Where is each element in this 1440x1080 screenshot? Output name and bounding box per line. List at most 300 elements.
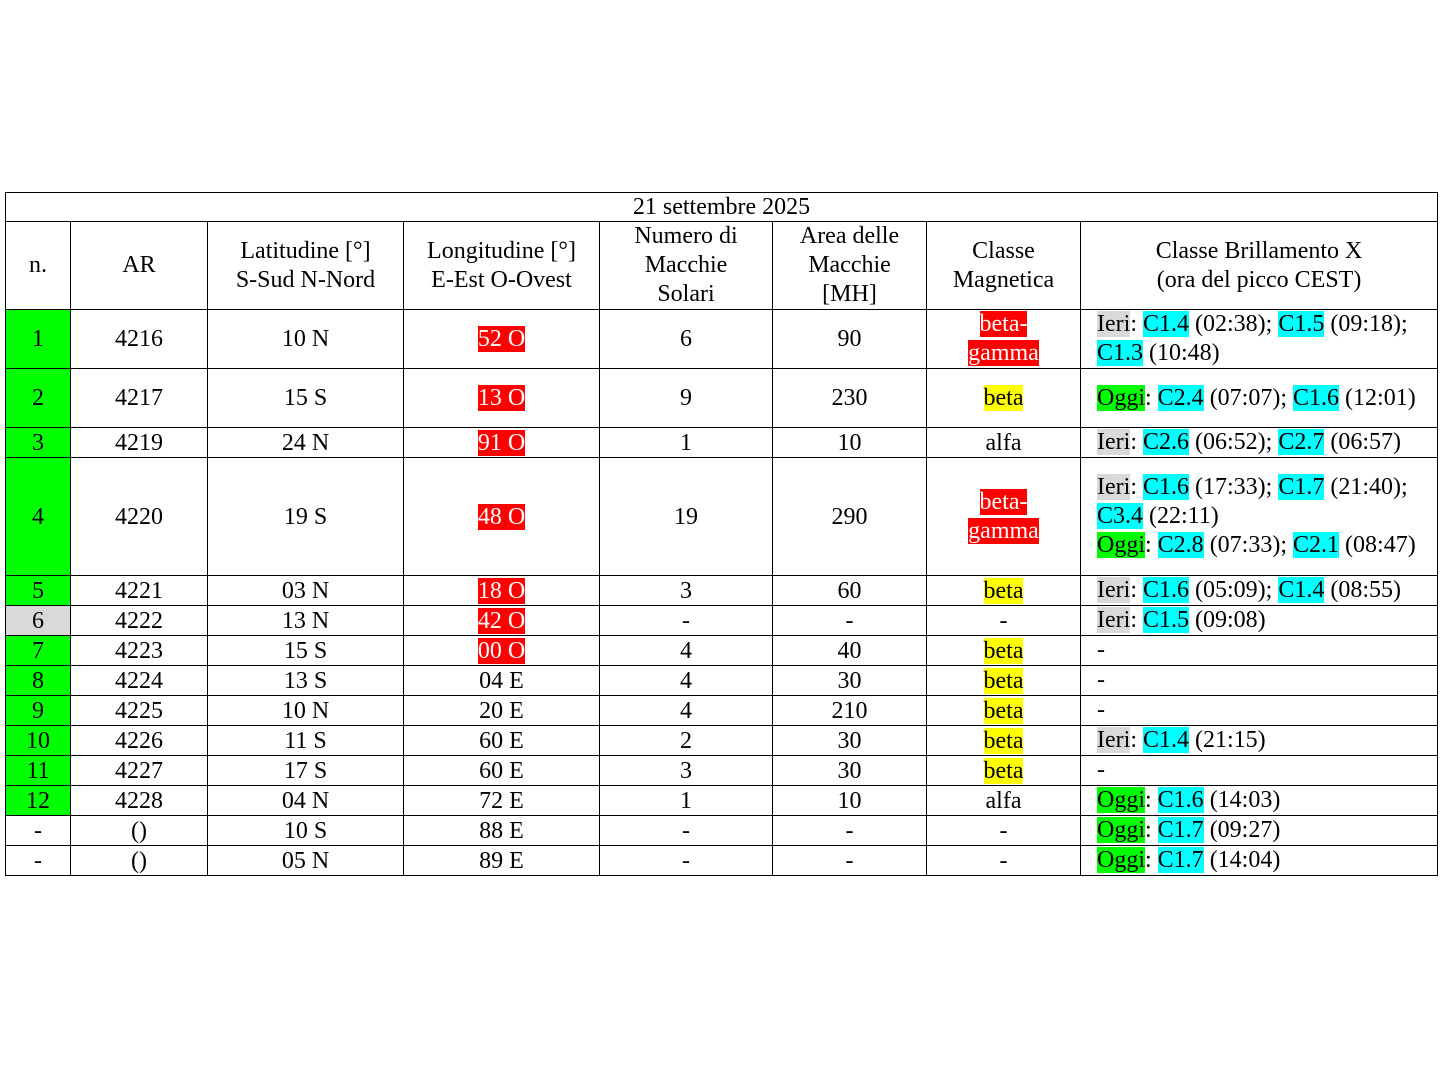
- row-number-cell: [6, 576, 71, 606]
- table-row: [6, 576, 1438, 606]
- row-number-cell: [6, 458, 71, 576]
- latitude-cell: [208, 696, 404, 726]
- latitude-cell: [208, 369, 404, 428]
- flare-text: -: [1097, 757, 1105, 783]
- header-line: n.: [29, 252, 47, 278]
- day-tag: Oggi: [1097, 532, 1145, 558]
- table-row: [6, 816, 1438, 846]
- flare-text: (09:18);: [1324, 311, 1408, 337]
- day-tag: Oggi: [1097, 817, 1145, 843]
- sunspot-area-cell: [773, 458, 927, 576]
- latitude-value: 11 S: [284, 727, 327, 754]
- sunspot-count-cell: [600, 696, 773, 726]
- sunspot-count-value: 3: [680, 757, 692, 784]
- sunspot-area-cell: [773, 576, 927, 606]
- sunspot-count-cell: [600, 846, 773, 876]
- flare-class-tag: C2.7: [1278, 429, 1325, 455]
- table-body: [6, 310, 1438, 876]
- ar-cell: [71, 756, 208, 786]
- flare-line: [1097, 846, 1435, 875]
- header-line: E-Est O-Ovest: [431, 266, 572, 293]
- flare-text: (10:48): [1143, 340, 1220, 366]
- latitude-value: 13 N: [281, 607, 330, 634]
- flare-text: (08:47): [1339, 532, 1416, 558]
- sunspot-area-cell: [773, 696, 927, 726]
- flare-text: :: [1130, 429, 1143, 455]
- magnetic-class-value: beta: [983, 757, 1024, 784]
- flare-class-tag: C2.6: [1142, 429, 1189, 455]
- sunspot-area-value: -: [845, 847, 854, 874]
- flare-class-tag: C1.7: [1157, 847, 1204, 873]
- magnetic-class-cell: [927, 846, 1081, 876]
- flare-class-tag: C1.6: [1293, 384, 1340, 411]
- ar-cell: [71, 846, 208, 876]
- header-row: [6, 222, 1438, 310]
- longitude-cell: [404, 846, 600, 876]
- table-row: [6, 458, 1438, 576]
- longitude-value: 89 E: [479, 847, 524, 874]
- row-number: 9: [32, 697, 44, 724]
- latitude-cell: [208, 726, 404, 756]
- latitude-cell: [208, 846, 404, 876]
- flare-class-tag: C1.4: [1142, 311, 1189, 337]
- latitude-value: 10 N: [281, 326, 330, 352]
- flare-class-tag: C1.7: [1278, 474, 1325, 500]
- row-number-cell: [6, 310, 71, 369]
- latitude-value: 15 S: [283, 385, 328, 411]
- magnetic-class-value: -: [999, 607, 1008, 634]
- flare-class-cell: [1081, 310, 1438, 369]
- magnetic-class-cell: [927, 756, 1081, 786]
- row-number: 12: [26, 787, 50, 814]
- flare-line: [1097, 531, 1435, 560]
- magnetic-class-cell: [927, 786, 1081, 816]
- flare-text: (05:09);: [1189, 577, 1279, 603]
- header-flare-class: [1081, 222, 1438, 310]
- title-row: [6, 193, 1438, 222]
- ar-cell: [71, 696, 208, 726]
- table-row: [6, 696, 1438, 726]
- row-number: -: [34, 847, 42, 874]
- flare-class-cell: [1081, 726, 1438, 756]
- flare-line: [1097, 576, 1435, 605]
- magnetic-class-cell: [927, 576, 1081, 606]
- magnetic-class-value: alfa: [985, 787, 1022, 814]
- latitude-value: 24 N: [281, 429, 330, 456]
- flare-class-cell: [1081, 606, 1438, 636]
- flare-line: [1097, 310, 1435, 368]
- ar-value: 4222: [115, 607, 163, 634]
- magnetic-class-value: beta: [983, 577, 1024, 604]
- sunspot-area-value: 230: [831, 385, 868, 411]
- header-line: Macchie: [808, 252, 891, 278]
- longitude-cell: [404, 310, 600, 369]
- row-number: 7: [32, 637, 44, 664]
- flare-text: :: [1145, 847, 1158, 873]
- day-tag: Ieri: [1097, 607, 1131, 633]
- header-line: Area delle: [799, 223, 900, 249]
- sunspot-count-value: -: [682, 847, 690, 874]
- flare-text: (12:01): [1339, 384, 1416, 411]
- latitude-value: 10 S: [283, 817, 328, 844]
- row-number: 4: [32, 503, 44, 530]
- magnetic-class-cell: [927, 310, 1081, 369]
- sunspot-area-value: 30: [837, 667, 862, 694]
- flare-line: [1097, 756, 1435, 785]
- sunspot-area-value: 30: [837, 727, 862, 754]
- magnetic-class-value: beta: [983, 637, 1024, 664]
- ar-cell: [71, 636, 208, 666]
- table-row: [6, 369, 1438, 428]
- header-line: [MH]: [822, 281, 877, 307]
- ar-cell: [71, 726, 208, 756]
- header-sunspot-area: [773, 222, 927, 310]
- latitude-value: 15 S: [283, 637, 328, 664]
- row-number-cell: [6, 726, 71, 756]
- latitude-cell: [208, 816, 404, 846]
- flare-text: :: [1130, 727, 1143, 753]
- ar-value: 4220: [115, 503, 163, 530]
- day-tag: Oggi: [1097, 787, 1145, 813]
- sunspot-area-cell: [773, 636, 927, 666]
- magnetic-class-cell: [927, 369, 1081, 428]
- row-number: 8: [32, 667, 44, 694]
- flare-text: (09:08): [1189, 607, 1266, 633]
- header-latitude: [208, 222, 404, 310]
- flare-line: [1097, 816, 1435, 845]
- sunspot-area-cell: [773, 846, 927, 876]
- flare-text: :: [1130, 577, 1143, 603]
- table-row: [6, 786, 1438, 816]
- sunspot-count-value: 2: [680, 727, 692, 754]
- row-number: -: [34, 817, 42, 844]
- sunspot-count-value: 3: [680, 577, 692, 604]
- ar-value: 4219: [115, 429, 163, 456]
- flare-text: (22:11): [1143, 503, 1219, 529]
- longitude-value: 20 E: [479, 697, 524, 724]
- sunspot-count-cell: [600, 576, 773, 606]
- flare-text: :: [1145, 817, 1158, 843]
- sunspot-count-cell: [600, 786, 773, 816]
- longitude-cell: [404, 696, 600, 726]
- day-tag: Ieri: [1097, 474, 1131, 500]
- longitude-value: 04 E: [479, 667, 524, 694]
- header-sunspot-count: [600, 222, 773, 310]
- flare-text: (21:15): [1189, 727, 1266, 753]
- ar-cell: [71, 666, 208, 696]
- longitude-value: 88 E: [479, 817, 524, 844]
- flare-class-cell: [1081, 369, 1438, 428]
- longitude-cell: [404, 726, 600, 756]
- flare-text: :: [1145, 532, 1158, 558]
- ar-cell: [71, 310, 208, 369]
- flare-text: :: [1145, 787, 1158, 813]
- ar-value: 4226: [115, 727, 163, 754]
- table-row: [6, 310, 1438, 369]
- sunspot-area-value: 290: [831, 503, 868, 530]
- flare-text: (08:55): [1324, 577, 1401, 603]
- latitude-value: 17 S: [283, 757, 328, 784]
- ar-value: 4228: [115, 787, 163, 814]
- header-line: Longitudine [°]: [427, 237, 576, 264]
- header-line: Classe: [972, 237, 1035, 264]
- longitude-cell: [404, 369, 600, 428]
- ar-cell: [71, 576, 208, 606]
- sunspot-area-cell: [773, 428, 927, 458]
- sunspot-count-value: -: [682, 817, 690, 844]
- flare-line: [1097, 636, 1435, 665]
- flare-line: [1097, 786, 1435, 815]
- sunspot-area-value: -: [845, 817, 854, 844]
- flare-class-cell: [1081, 428, 1438, 458]
- longitude-value: 72 E: [479, 787, 524, 814]
- sunspot-area-value: 210: [831, 697, 868, 724]
- latitude-value: 10 N: [281, 697, 330, 724]
- row-number: 3: [32, 429, 44, 456]
- longitude-value: 52 O: [477, 326, 526, 352]
- flare-class-cell: [1081, 666, 1438, 696]
- sunspot-count-cell: [600, 428, 773, 458]
- latitude-cell: [208, 576, 404, 606]
- flare-class-tag: C1.3: [1097, 340, 1144, 366]
- latitude-cell: [208, 428, 404, 458]
- magnetic-class-value: beta-gamma: [968, 488, 1039, 544]
- flare-text: -: [1097, 667, 1105, 693]
- sunspot-area-value: 10: [837, 429, 862, 456]
- row-number: 2: [32, 385, 44, 411]
- day-tag: Ieri: [1097, 727, 1131, 753]
- magnetic-class-cell: [927, 696, 1081, 726]
- row-number-cell: [6, 786, 71, 816]
- active-regions-table: [5, 192, 1438, 876]
- sunspot-area-cell: [773, 726, 927, 756]
- day-tag: Ieri: [1097, 311, 1131, 337]
- latitude-cell: [208, 756, 404, 786]
- day-tag: Oggi: [1097, 384, 1145, 411]
- flare-line: [1097, 473, 1435, 531]
- flare-class-cell: [1081, 786, 1438, 816]
- magnetic-class-cell: [927, 666, 1081, 696]
- sunspot-count-value: 4: [680, 667, 692, 694]
- latitude-cell: [208, 606, 404, 636]
- sunspot-count-cell: [600, 606, 773, 636]
- flare-class-cell: [1081, 846, 1438, 876]
- longitude-cell: [404, 816, 600, 846]
- row-number-cell: [6, 428, 71, 458]
- flare-text: (07:33);: [1203, 532, 1294, 558]
- flare-class-tag: C2.4: [1157, 384, 1204, 411]
- sunspot-area-value: 90: [837, 326, 862, 352]
- sunspot-area-cell: [773, 816, 927, 846]
- longitude-value: 91 O: [477, 429, 526, 456]
- longitude-cell: [404, 576, 600, 606]
- table-row: [6, 636, 1438, 666]
- header-line: Macchie: [644, 252, 728, 278]
- ar-cell: [71, 428, 208, 458]
- flare-class-tag: C2.8: [1157, 532, 1204, 558]
- flare-class-cell: [1081, 816, 1438, 846]
- flare-class-tag: C1.5: [1142, 607, 1189, 633]
- row-number: 1: [32, 326, 44, 352]
- table-row: [6, 666, 1438, 696]
- row-number: 6: [32, 607, 44, 634]
- magnetic-class-cell: [927, 816, 1081, 846]
- table-row: [6, 606, 1438, 636]
- flare-line: [1097, 606, 1435, 635]
- header-line: Classe Brillamento X: [1155, 237, 1363, 264]
- ar-cell: [71, 816, 208, 846]
- flare-text: :: [1130, 474, 1143, 500]
- flare-line: [1097, 666, 1435, 695]
- latitude-cell: [208, 786, 404, 816]
- sunspot-report-sheet: [5, 192, 1437, 876]
- flare-class-cell: [1081, 756, 1438, 786]
- magnetic-class-value: beta: [983, 697, 1024, 724]
- flare-text: (02:38);: [1189, 311, 1279, 337]
- flare-class-tag: C1.5: [1278, 311, 1325, 337]
- flare-text: (06:52);: [1189, 429, 1279, 455]
- header-magnetic-class: [927, 222, 1081, 310]
- sunspot-count-cell: [600, 310, 773, 369]
- sunspot-area-value: 60: [837, 577, 862, 604]
- ar-value: 4225: [115, 697, 163, 724]
- flare-text: :: [1130, 311, 1143, 337]
- flare-class-tag: C3.4: [1097, 503, 1144, 529]
- ar-cell: [71, 369, 208, 428]
- longitude-value: 42 O: [477, 607, 526, 634]
- table-row: [6, 428, 1438, 458]
- sunspot-count-value: 1: [680, 787, 692, 814]
- sunspot-area-cell: [773, 756, 927, 786]
- flare-text: :: [1145, 384, 1158, 411]
- sunspot-count-value: 1: [680, 429, 692, 456]
- latitude-cell: [208, 666, 404, 696]
- magnetic-class-value: beta: [983, 667, 1024, 694]
- sunspot-count-value: 4: [680, 697, 692, 724]
- latitude-value: 13 S: [283, 667, 328, 694]
- latitude-cell: [208, 458, 404, 576]
- flare-text: -: [1097, 637, 1105, 663]
- flare-line: [1097, 384, 1435, 413]
- sunspot-count-value: 9: [680, 385, 692, 411]
- longitude-value: 00 O: [477, 637, 526, 664]
- ar-value: 4216: [115, 326, 163, 352]
- sunspot-count-value: 6: [680, 326, 692, 352]
- sunspot-count-cell: [600, 369, 773, 428]
- flare-text: (21:40);: [1324, 474, 1408, 500]
- sunspot-count-cell: [600, 636, 773, 666]
- sunspot-area-cell: [773, 310, 927, 369]
- sunspot-area-value: -: [845, 607, 854, 634]
- flare-class-tag: C2.1: [1293, 532, 1340, 558]
- latitude-value: 03 N: [281, 577, 330, 604]
- header-line: Magnetica: [952, 266, 1055, 293]
- ar-cell: [71, 606, 208, 636]
- magnetic-class-cell: [927, 636, 1081, 666]
- latitude-value: 04 N: [281, 787, 330, 814]
- row-number-cell: [6, 816, 71, 846]
- flare-class-cell: [1081, 458, 1438, 576]
- row-number-cell: [6, 696, 71, 726]
- longitude-value: 60 E: [479, 727, 524, 754]
- row-number: 11: [26, 757, 50, 784]
- day-tag: Ieri: [1097, 429, 1131, 455]
- sunspot-count-cell: [600, 458, 773, 576]
- row-number-cell: [6, 666, 71, 696]
- magnetic-class-cell: [927, 428, 1081, 458]
- header-line: AR: [122, 252, 156, 278]
- flare-text: -: [1097, 697, 1105, 723]
- sunspot-area-cell: [773, 606, 927, 636]
- flare-class-tag: C1.4: [1142, 727, 1189, 753]
- header-line: Solari: [657, 281, 715, 307]
- magnetic-class-value: beta: [983, 385, 1024, 411]
- header-line: S-Sud N-Nord: [235, 266, 376, 293]
- ar-value: 4227: [115, 757, 163, 784]
- latitude-cell: [208, 636, 404, 666]
- ar-value: (): [131, 847, 147, 874]
- sunspot-count-value: -: [682, 607, 690, 634]
- latitude-cell: [208, 310, 404, 369]
- flare-class-tag: C1.7: [1157, 817, 1204, 843]
- ar-value: 4221: [115, 577, 163, 604]
- magnetic-class-cell: [927, 726, 1081, 756]
- row-number: 10: [26, 727, 50, 754]
- row-number-cell: [6, 369, 71, 428]
- flare-class-tag: C1.6: [1142, 577, 1189, 603]
- flare-text: (09:27): [1203, 817, 1281, 843]
- sunspot-area-value: 30: [837, 757, 862, 784]
- flare-class-cell: [1081, 576, 1438, 606]
- flare-text: (06:57): [1324, 429, 1401, 455]
- magnetic-class-value: alfa: [985, 429, 1022, 456]
- flare-class-cell: [1081, 696, 1438, 726]
- ar-cell: [71, 786, 208, 816]
- flare-text: (17:33);: [1189, 474, 1279, 500]
- row-number: 5: [32, 577, 44, 604]
- flare-text: (14:03): [1203, 787, 1281, 813]
- header-line: Latitudine [°]: [240, 237, 371, 264]
- sunspot-area-cell: [773, 666, 927, 696]
- flare-class-tag: C1.6: [1157, 787, 1204, 813]
- longitude-value: 60 E: [479, 757, 524, 784]
- magnetic-class-value: -: [999, 847, 1008, 874]
- table-row: [6, 726, 1438, 756]
- ar-value: (): [131, 817, 147, 844]
- magnetic-class-cell: [927, 458, 1081, 576]
- flare-line: [1097, 726, 1435, 755]
- sunspot-count-cell: [600, 816, 773, 846]
- sunspot-area-value: 40: [837, 637, 862, 664]
- day-tag: Ieri: [1097, 577, 1131, 603]
- table-row: [6, 756, 1438, 786]
- report-date-title: 21 settembre 2025: [6, 193, 1438, 222]
- sunspot-count-cell: [600, 756, 773, 786]
- sunspot-area-cell: [773, 369, 927, 428]
- latitude-value: 05 N: [281, 847, 330, 874]
- ar-cell: [71, 458, 208, 576]
- flare-text: :: [1130, 607, 1143, 633]
- header-line: (ora del picco CEST): [1156, 266, 1362, 293]
- row-number-cell: [6, 846, 71, 876]
- ar-value: 4224: [115, 667, 163, 694]
- longitude-cell: [404, 458, 600, 576]
- table-row: [6, 846, 1438, 876]
- header-line: Numero di: [634, 223, 738, 249]
- flare-class-tag: C1.4: [1278, 577, 1325, 603]
- row-number-cell: [6, 756, 71, 786]
- magnetic-class-value: -: [999, 817, 1008, 844]
